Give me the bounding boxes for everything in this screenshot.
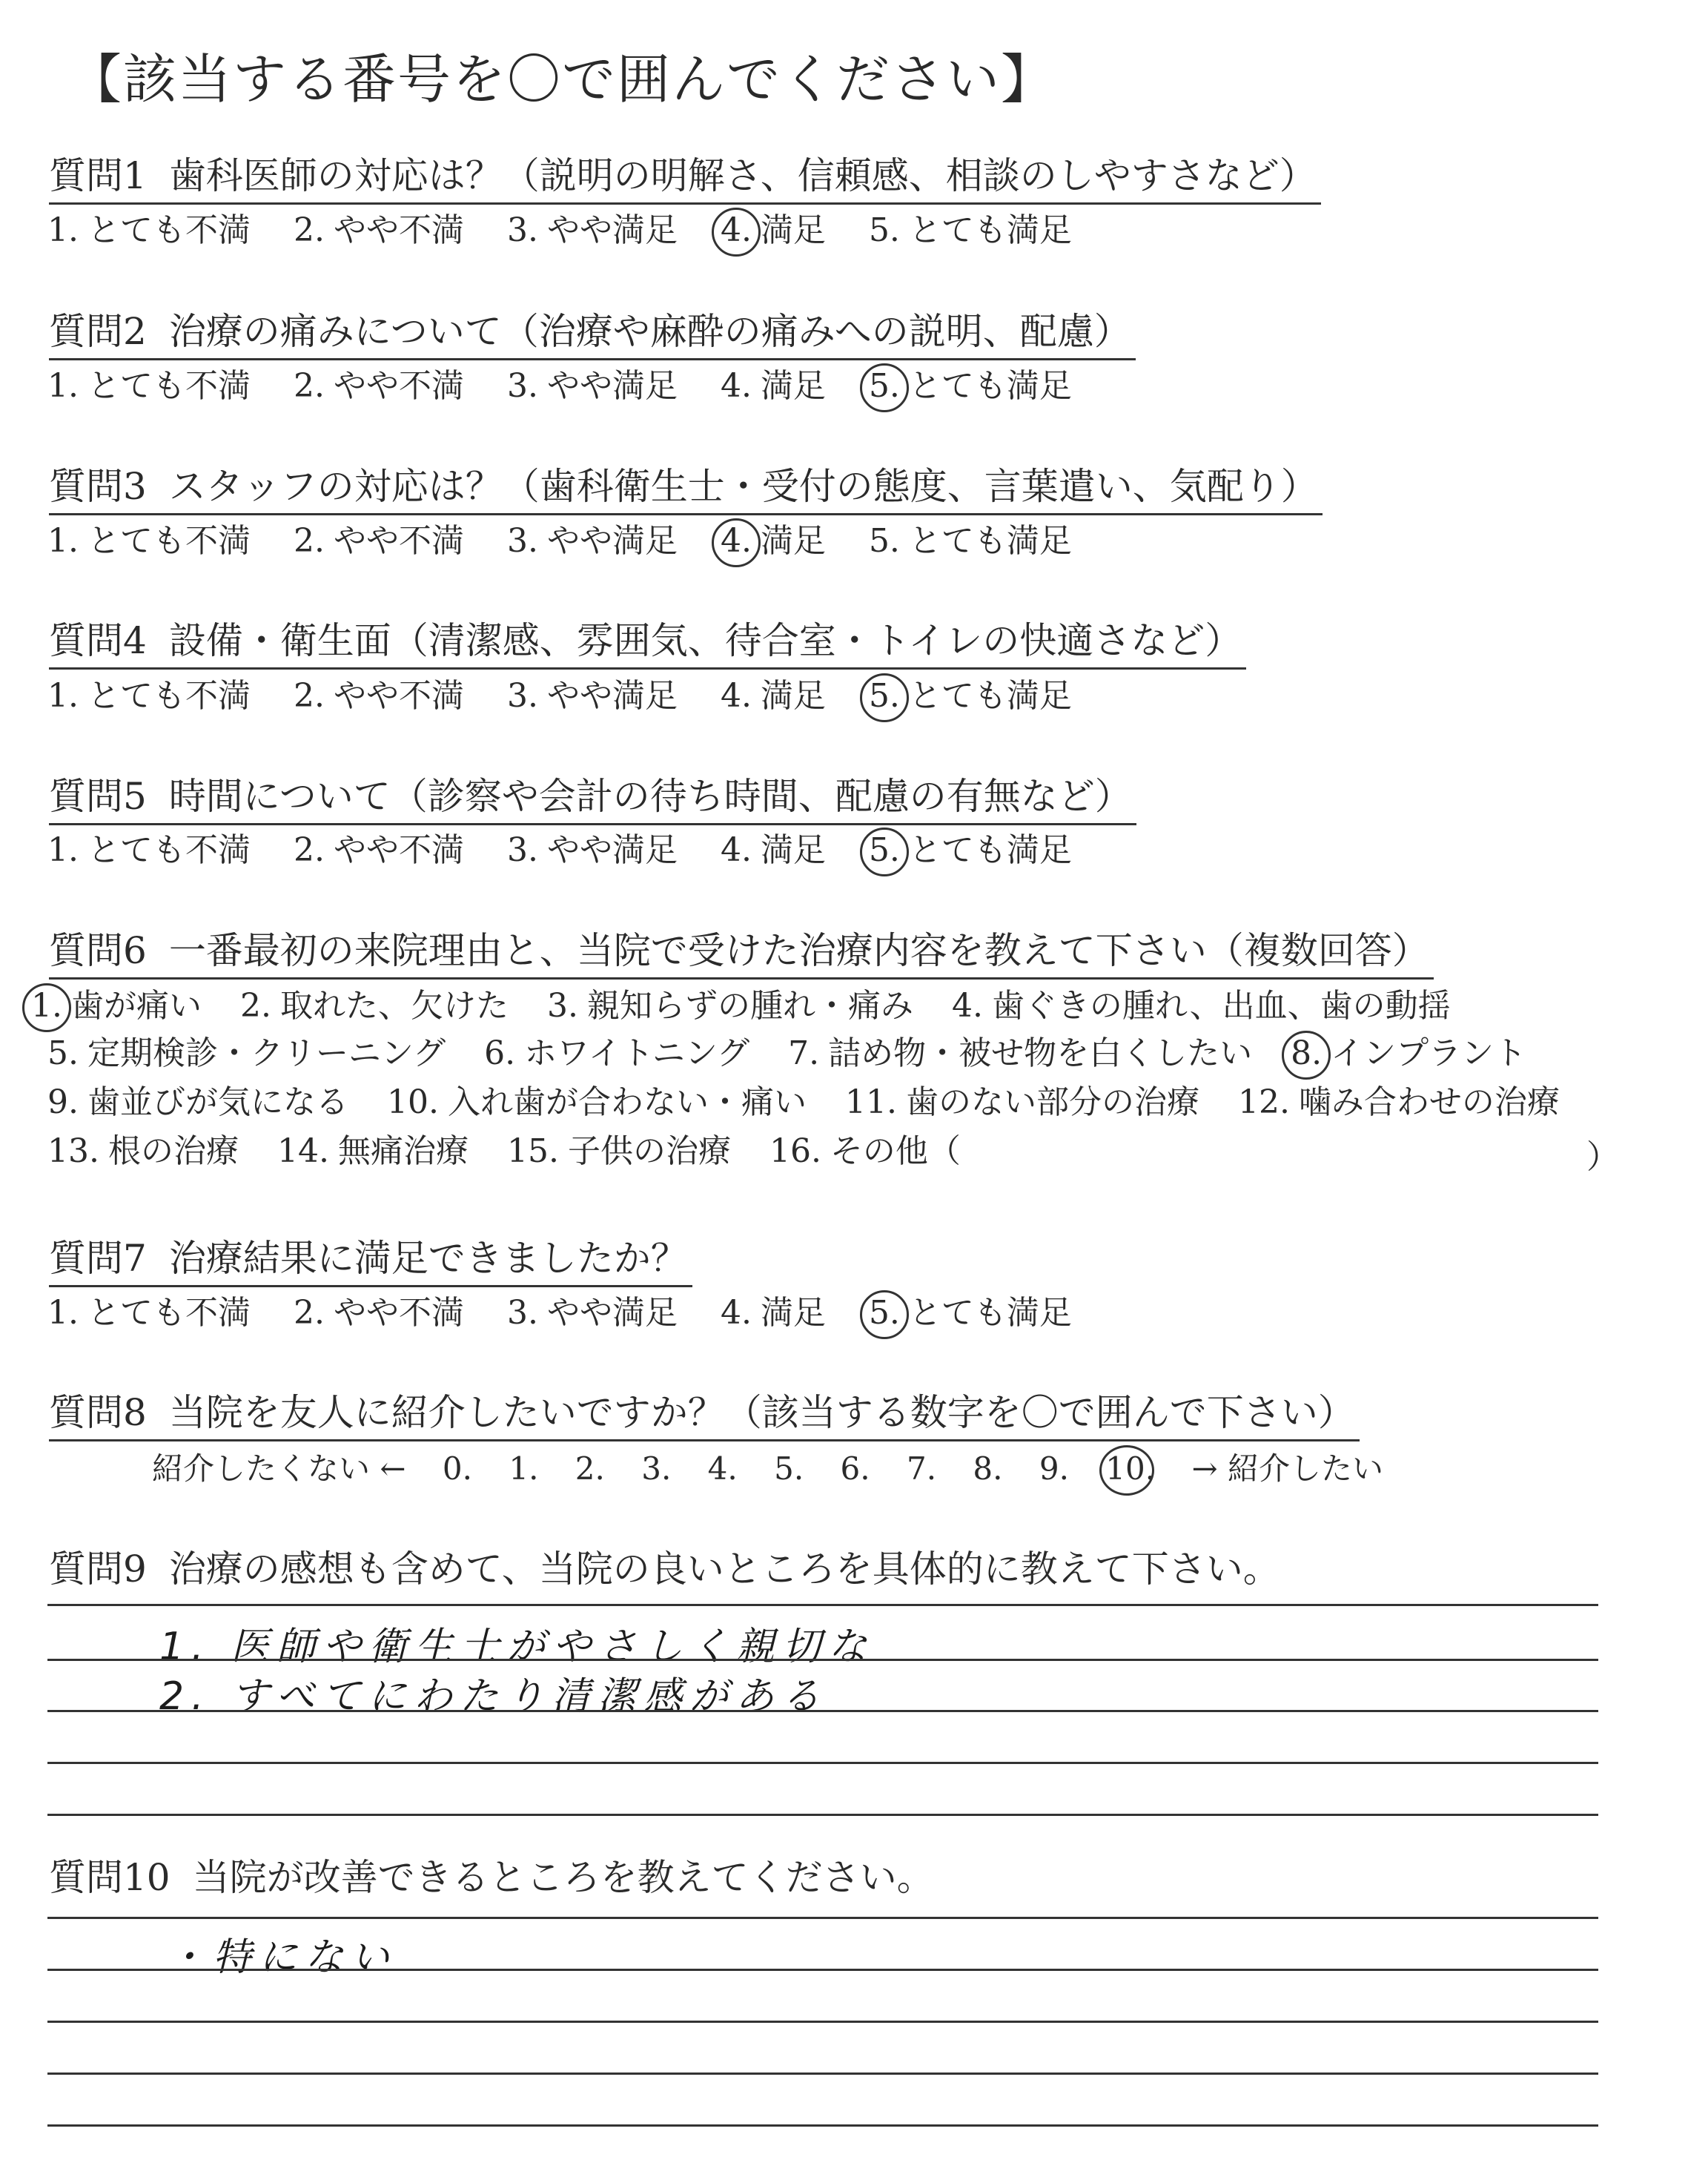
question-2-heading xyxy=(49,308,1136,360)
option-1[interactable]: 1. とても不満 xyxy=(47,522,251,560)
option-4[interactable]: 4. 満足 xyxy=(720,677,826,715)
handwritten-answer-1: 1. 医師や衛生士がやさしく親切な xyxy=(159,1625,875,1669)
scale-value-9[interactable]: 9. xyxy=(1039,1450,1069,1487)
option-3[interactable]: 3. やや満足 xyxy=(506,831,678,869)
question-text: 治療の痛みについて（治療や麻酔の痛みへの説明、配慮） xyxy=(168,310,1131,353)
option-3[interactable]: 3. やや満足 xyxy=(506,1294,678,1332)
handwritten-answer-2: 2. すべてにわたり清潔感がある xyxy=(159,1674,828,1719)
scale-value-2[interactable]: 2. xyxy=(575,1450,605,1487)
scale-value-5[interactable]: 5. xyxy=(774,1450,804,1487)
scale-value-8[interactable]: 8. xyxy=(973,1450,1003,1487)
answer-line xyxy=(47,1917,1598,1919)
question-text: 治療の感想も含めて、当院の良いところを具体的に教えて下さい。 xyxy=(168,1548,1280,1591)
question-6-options-row-3 xyxy=(44,1081,1585,1124)
question-1-heading xyxy=(49,152,1321,205)
question-text: 設備・衛生面（清潔感、雰囲気、待合室・トイレの快適さなど） xyxy=(168,619,1242,662)
answer-line xyxy=(47,2124,1598,2127)
answer-line xyxy=(47,1604,1598,1606)
handwritten-answer-1: ・特にない xyxy=(167,1935,397,1980)
q6-option-10[interactable]: 10. 入れ歯が合わない・痛い xyxy=(386,1083,807,1121)
option-3[interactable]: 3. やや満足 xyxy=(506,677,678,715)
option-4[interactable]: 4. 満足 xyxy=(720,1294,826,1332)
option-1[interactable]: 1. とても不満 xyxy=(47,211,251,249)
option-5[interactable]: 5. とても満足 xyxy=(868,211,1072,249)
question-9-heading xyxy=(49,1545,1280,1593)
scale-value-1[interactable]: 1. xyxy=(509,1450,539,1487)
option-2[interactable]: 2. やや不満 xyxy=(293,677,464,715)
scale-value-3[interactable]: 3. xyxy=(641,1450,672,1487)
option-2[interactable]: 2. やや不満 xyxy=(293,211,464,249)
question-text: 歯科医師の対応は？（説明の明解さ、信頼感、相談のしやすさなど） xyxy=(168,154,1317,197)
question-7-options xyxy=(44,1292,1102,1335)
page-title: 【該当する番号を〇で囲んでください】 xyxy=(68,48,1056,110)
question-6-options-row-4 xyxy=(44,1130,986,1173)
question-number: 質問9 xyxy=(49,1548,147,1591)
other-close-paren: ） xyxy=(1586,1138,1619,1176)
question-8-heading xyxy=(49,1389,1360,1441)
option-1[interactable]: 1. とても不満 xyxy=(47,831,251,869)
q6-option-5[interactable]: 5. 定期検診・クリーニング xyxy=(47,1034,446,1072)
scale-value-0[interactable]: 0. xyxy=(442,1450,472,1487)
option-4-selected[interactable]: 4. 満足 xyxy=(718,520,826,563)
option-1[interactable]: 1. とても不満 xyxy=(47,1294,251,1332)
q6-option-14[interactable]: 14. 無痛治療 xyxy=(277,1132,469,1170)
scale-value-7[interactable]: 7. xyxy=(906,1450,937,1487)
scale-value-10-selected[interactable]: 10. xyxy=(1105,1448,1155,1490)
question-text: スタッフの対応は？（歯科衛生士・受付の態度、言葉遣い、気配り） xyxy=(168,465,1318,508)
question-text: 治療結果に満足できましたか？ xyxy=(168,1237,688,1280)
question-number: 質問6 xyxy=(49,929,147,972)
question-7-heading xyxy=(49,1235,692,1287)
question-10-heading xyxy=(49,1854,934,1901)
q6-option-1-selected[interactable]: 1. 歯が痛い xyxy=(28,985,202,1028)
question-8-scale xyxy=(152,1448,1410,1490)
answer-line xyxy=(47,1710,1598,1712)
scale-left-label: 紹介したくない ← xyxy=(152,1450,406,1487)
question-number: 質問5 xyxy=(49,775,147,818)
scale-value-6[interactable]: 6. xyxy=(840,1450,870,1487)
q6-option-3[interactable]: 3. 親知らずの腫れ・痛み xyxy=(546,987,913,1025)
q6-option-9[interactable]: 9. 歯並びが気になる xyxy=(47,1083,348,1121)
q6-option-11[interactable]: 11. 歯のない部分の治療 xyxy=(844,1083,1199,1121)
answer-line xyxy=(47,1814,1598,1816)
option-2[interactable]: 2. やや不満 xyxy=(293,1294,464,1332)
question-5-heading xyxy=(49,773,1136,825)
question-4-options xyxy=(44,675,1102,718)
q6-option-13[interactable]: 13. 根の治療 xyxy=(47,1132,239,1170)
option-3[interactable]: 3. やや満足 xyxy=(506,522,678,560)
q6-option-6[interactable]: 6. ホワイトニング xyxy=(484,1034,750,1072)
option-4[interactable]: 4. 満足 xyxy=(720,367,826,405)
scale-value-4[interactable]: 4. xyxy=(707,1450,738,1487)
answer-line xyxy=(47,1762,1598,1764)
question-3-heading xyxy=(49,463,1323,515)
question-number: 質問3 xyxy=(49,465,147,508)
option-5-selected[interactable]: 5. とても満足 xyxy=(866,829,1072,872)
q6-option-4[interactable]: 4. 歯ぐきの腫れ、出血、歯の動揺 xyxy=(951,987,1451,1025)
question-number: 質問10 xyxy=(49,1856,171,1899)
option-5[interactable]: 5. とても満足 xyxy=(868,522,1072,560)
question-number: 質問7 xyxy=(49,1237,147,1280)
option-2[interactable]: 2. やや不満 xyxy=(293,367,464,405)
option-3[interactable]: 3. やや満足 xyxy=(506,211,678,249)
q6-option-2[interactable]: 2. 取れた、欠けた xyxy=(239,987,509,1025)
question-number: 質問4 xyxy=(49,619,147,662)
question-text: 当院を友人に紹介したいですか？（該当する数字を〇で囲んで下さい） xyxy=(168,1391,1355,1434)
option-2[interactable]: 2. やや不満 xyxy=(293,522,464,560)
question-text: 時間について（診察や会計の待ち時間、配慮の有無など） xyxy=(168,775,1132,818)
option-4[interactable]: 4. 満足 xyxy=(720,831,826,869)
q6-option-12[interactable]: 12. 噛み合わせの治療 xyxy=(1237,1083,1560,1121)
question-4-heading xyxy=(49,617,1246,670)
question-6-options-row-1 xyxy=(28,985,1476,1028)
option-4-selected[interactable]: 4. 満足 xyxy=(718,209,826,252)
question-number: 質問8 xyxy=(49,1391,147,1434)
answer-line xyxy=(47,2021,1598,2023)
q6-option-8-selected[interactable]: 8. インプラント xyxy=(1288,1032,1526,1075)
question-text: 当院が改善できるところを教えてください。 xyxy=(192,1856,934,1899)
answer-line xyxy=(47,2073,1598,2075)
answer-line xyxy=(47,1659,1598,1661)
question-1-options xyxy=(44,209,1102,252)
question-text: 一番最初の来院理由と、当院で受けた治療内容を教えて下さい（複数回答） xyxy=(168,929,1429,972)
option-2[interactable]: 2. やや不満 xyxy=(293,831,464,869)
option-5-selected[interactable]: 5. とても満足 xyxy=(866,675,1072,718)
answer-line xyxy=(47,1969,1598,1971)
option-1[interactable]: 1. とても不満 xyxy=(47,367,251,405)
option-1[interactable]: 1. とても不満 xyxy=(47,677,251,715)
question-5-options xyxy=(44,829,1102,872)
question-3-options xyxy=(44,520,1102,563)
option-3[interactable]: 3. やや満足 xyxy=(506,367,678,405)
question-6-heading xyxy=(49,927,1434,980)
question-number: 質問1 xyxy=(49,154,147,197)
scale-right-label: → 紹介したい xyxy=(1191,1450,1383,1487)
question-number: 質問2 xyxy=(49,310,147,353)
option-5-selected[interactable]: 5. とても満足 xyxy=(866,1292,1072,1335)
question-2-options xyxy=(44,365,1102,408)
q6-option-15[interactable]: 15. 子供の治療 xyxy=(506,1132,731,1170)
q6-option-7[interactable]: 7. 詰め物・被せ物を白くしたい xyxy=(788,1034,1253,1072)
option-5-selected[interactable]: 5. とても満足 xyxy=(866,365,1072,408)
question-6-options-row-2 xyxy=(44,1032,1552,1075)
q6-option-16[interactable]: 16. その他（ xyxy=(769,1132,961,1170)
